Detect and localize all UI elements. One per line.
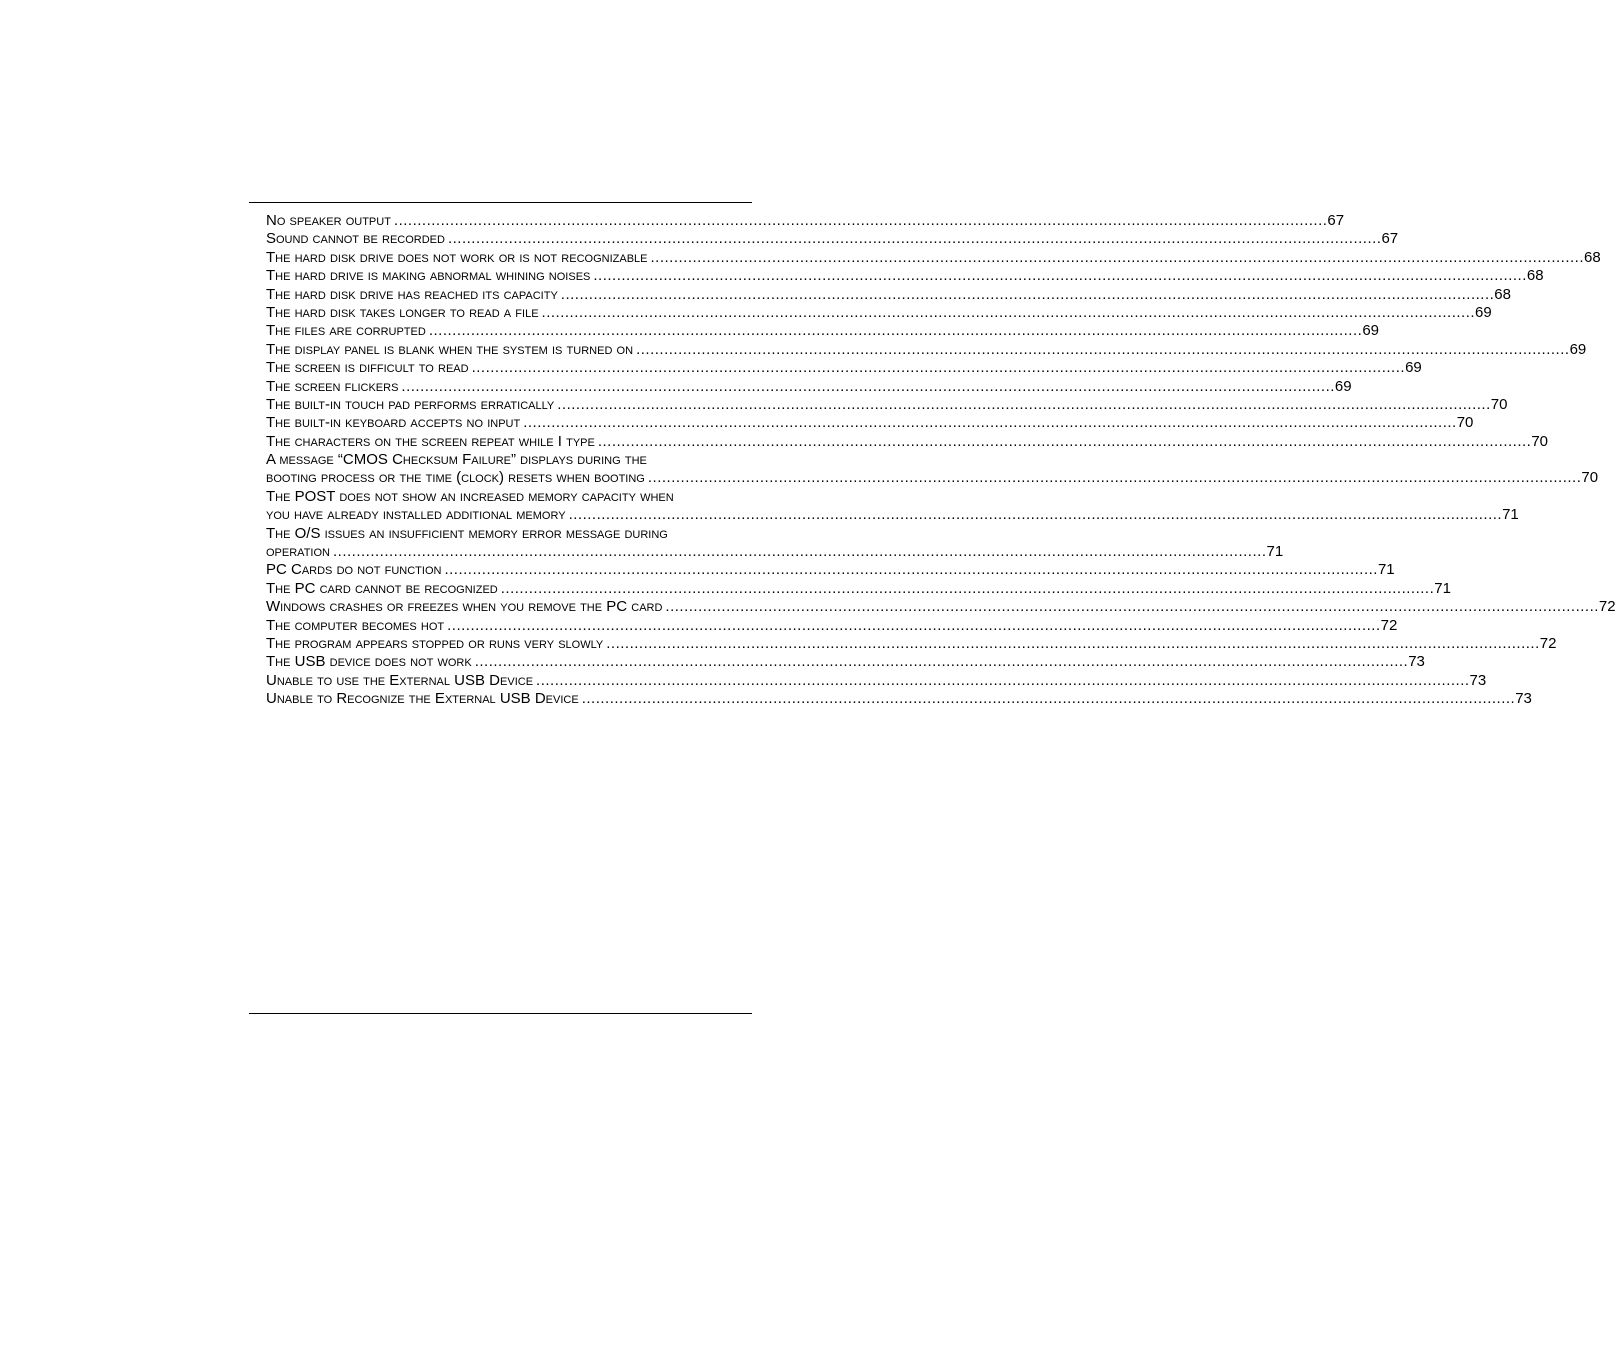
toc-entry[interactable] (266, 690, 1532, 708)
toc-entry-page: 68 (1526, 267, 1544, 285)
leader-dots (447, 617, 1381, 635)
toc-entry[interactable] (266, 377, 1352, 396)
toc-entry-page: 73 (1408, 653, 1425, 671)
toc-entry[interactable] (266, 212, 1345, 230)
toc-entry-page: 72 (1539, 634, 1557, 652)
toc-entry-title-first-line: The O/S issues an insufficient memory error message during (266, 524, 668, 542)
toc-entry[interactable] (266, 230, 1399, 248)
toc-entry[interactable] (266, 598, 1616, 616)
toc-entry-page: 71 (1377, 561, 1395, 579)
toc-entry-title: The characters on the screen repeat while I type (266, 432, 595, 450)
toc-entry-page: 68 (1494, 285, 1511, 303)
toc-entry-title: The display panel is blank when the system is turned on (266, 340, 634, 358)
toc-entry-title: No speaker output (266, 212, 391, 229)
toc-entry-page: 69 (1569, 340, 1587, 358)
leader-dots (593, 267, 1527, 285)
toc-entry-title: The built-in touch pad performs erratically (266, 395, 555, 413)
leader-dots (472, 359, 1406, 377)
toc-entry[interactable] (266, 432, 1549, 451)
toc-entry-page: 70 (1490, 395, 1508, 413)
toc-entry-title: Windows crashes or freezes when you remove the PC card (266, 598, 663, 616)
toc-entry-title-first-line: The POST does not show an increased memory capacity when (266, 487, 674, 505)
toc-entry-title: The USB device does not work (266, 653, 472, 671)
toc-entry-title: The built-in keyboard accepts no input (266, 414, 521, 432)
toc-entry[interactable] (266, 634, 1557, 653)
toc-entry[interactable] (266, 285, 1511, 304)
toc-entry-title: Unable to use the External USB Device (266, 671, 534, 689)
toc-entry[interactable] (266, 248, 1601, 267)
toc-entry[interactable] (266, 487, 1519, 525)
leader-dots (523, 414, 1457, 432)
toc-entry[interactable] (266, 561, 1395, 579)
toc-entry[interactable] (266, 340, 1587, 359)
toc-entry[interactable] (266, 524, 1284, 562)
leader-dots (582, 690, 1516, 708)
toc-entry[interactable] (266, 616, 1398, 635)
toc-entry[interactable] (266, 451, 1599, 488)
top-rule (249, 202, 752, 203)
leader-dots (536, 672, 1470, 690)
toc-entry-title: PC Cards do not function (266, 561, 442, 579)
toc-entry-page: 72 (1598, 598, 1616, 616)
leader-dots (561, 286, 1495, 304)
toc-entry-title: The hard disk takes longer to read a file (266, 303, 539, 321)
leader-dots (475, 653, 1409, 671)
toc-entry-page: 67 (1327, 212, 1345, 229)
toc-entry-title: The files are corrupted (266, 322, 426, 340)
toc-entry-title: booting process or the time (clock) resets when booting (266, 469, 645, 487)
leader-dots (557, 396, 1491, 414)
toc-entry-page: 72 (1380, 616, 1398, 634)
leader-dots (648, 469, 1582, 487)
bottom-rule (249, 1013, 752, 1014)
toc-entry-page: 70 (1531, 432, 1549, 450)
toc-entry-page: 68 (1584, 248, 1601, 266)
toc-entry-title: The screen flickers (266, 377, 399, 395)
leader-dots (429, 322, 1363, 340)
leader-dots (651, 249, 1585, 267)
toc-entry-title: operation (266, 543, 330, 561)
toc-entry-page: 69 (1405, 359, 1422, 377)
toc-entry-title-first-line: A message “CMOS Checksum Failure” displays during the (266, 451, 647, 469)
leader-dots (542, 304, 1476, 322)
toc-entry[interactable] (266, 414, 1474, 432)
toc-entry[interactable] (266, 303, 1492, 322)
toc-entry-page: 69 (1475, 303, 1492, 321)
toc-entry-page: 67 (1381, 230, 1399, 248)
leader-dots (606, 635, 1540, 653)
toc-entry-title: The hard drive is making abnormal whining noises (266, 267, 591, 285)
toc-entry-page: 69 (1334, 377, 1352, 395)
toc-entry[interactable] (266, 671, 1487, 690)
toc-entry-page: 73 (1515, 690, 1532, 708)
toc-entry-page: 71 (1266, 543, 1284, 561)
toc-entry-title: Unable to Recognize the External USB Device (266, 690, 579, 708)
leader-dots (333, 543, 1267, 561)
toc-entry[interactable] (266, 579, 1451, 598)
toc-entry-page: 73 (1469, 671, 1487, 689)
toc-entry-page: 71 (1502, 506, 1519, 524)
toc-entry[interactable] (266, 267, 1544, 285)
leader-dots (448, 230, 1382, 248)
toc-entry-title: The PC card cannot be recognized (266, 579, 498, 597)
toc-entry-title: The computer becomes hot (266, 616, 445, 634)
table-of-contents (266, 212, 1616, 709)
toc-entry-page: 69 (1362, 322, 1379, 340)
toc-entry-page: 70 (1456, 414, 1474, 432)
toc-entry[interactable] (266, 322, 1379, 340)
toc-entry-page: 70 (1581, 469, 1599, 487)
toc-entry-title: The hard disk drive does not work or is not recognizable (266, 248, 648, 266)
leader-dots (444, 561, 1378, 579)
toc-entry-title: The screen is difficult to read (266, 359, 469, 377)
leader-dots (501, 580, 1435, 598)
toc-entry-title: Sound cannot be recorded (266, 230, 445, 248)
leader-dots (598, 433, 1532, 451)
leader-dots (636, 341, 1570, 359)
leader-dots (394, 212, 1328, 230)
toc-entry-title: The hard disk drive has reached its capacity (266, 285, 558, 303)
toc-entry-title: you have already installed additional memory (266, 506, 566, 524)
toc-entry[interactable] (266, 359, 1422, 377)
toc-entry-page: 71 (1434, 579, 1451, 597)
toc-entry[interactable] (266, 653, 1425, 671)
leader-dots (569, 506, 1503, 524)
toc-entry[interactable] (266, 395, 1508, 414)
leader-dots (665, 598, 1599, 616)
leader-dots (401, 378, 1335, 396)
toc-entry-title: The program appears stopped or runs very slowly (266, 634, 604, 652)
